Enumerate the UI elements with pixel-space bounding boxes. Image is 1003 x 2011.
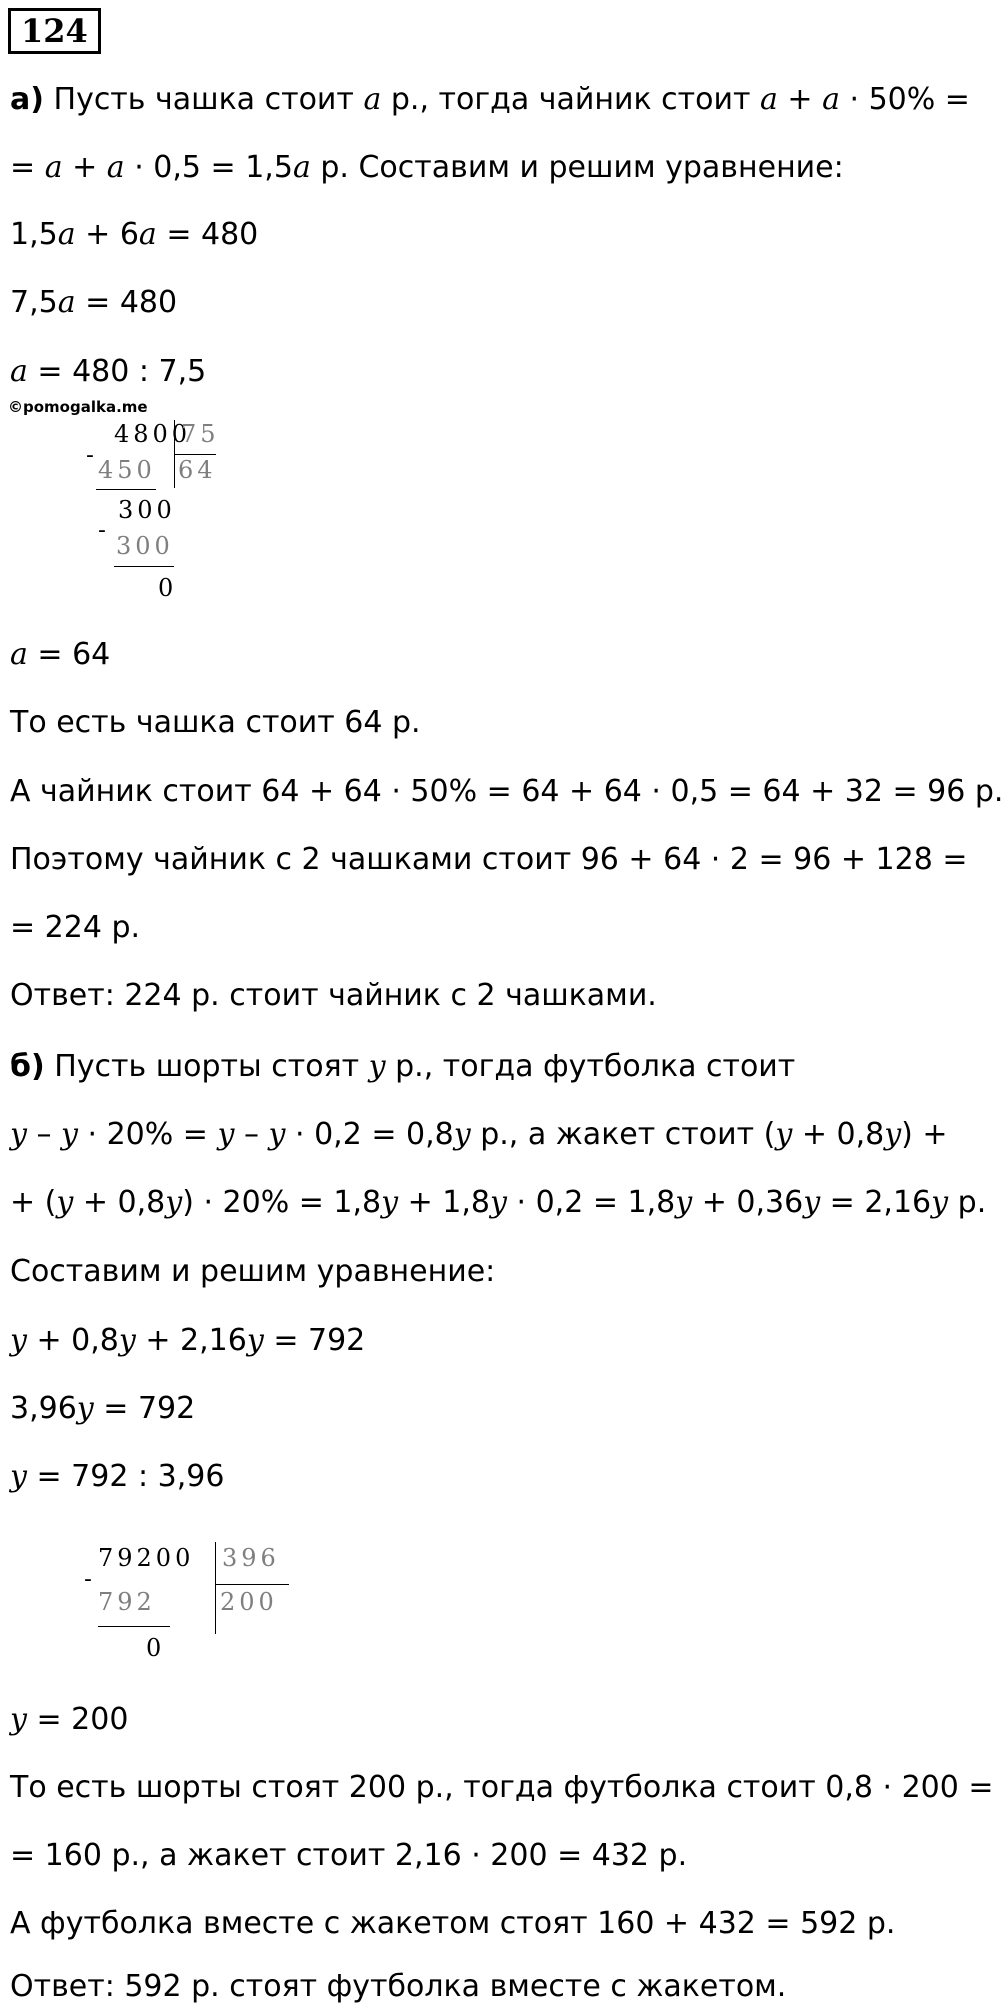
variable: a	[292, 150, 311, 185]
division-bar-horizontal	[215, 1584, 289, 1585]
text: = 2,16	[820, 1185, 932, 1220]
division-bar-horizontal	[174, 454, 216, 455]
text: р., а жакет стоит (	[470, 1117, 776, 1152]
task-number: 124	[8, 8, 101, 54]
text: · 50% =	[839, 82, 970, 117]
variable: y	[268, 1117, 286, 1152]
variable: y	[56, 1185, 74, 1220]
variable: a	[138, 217, 157, 252]
subtraction-line	[114, 566, 174, 567]
text: р. Составим и решим уравнение:	[310, 150, 844, 185]
text: 1,5	[10, 217, 58, 252]
variable: y	[675, 1185, 693, 1220]
part-a-line-2	[10, 148, 844, 188]
variable: a	[363, 82, 382, 117]
variable: y	[453, 1117, 471, 1152]
text: + 1,8	[398, 1185, 491, 1220]
text: = 480	[75, 285, 178, 320]
text: · 20% =	[77, 1117, 218, 1152]
part-b-text-2: = 160 р., а жакет стоит 2,16 · 200 = 432 р.	[10, 1838, 688, 1873]
part-a-answer: Ответ: 224 р. стоит чайник с 2 чашками.	[10, 978, 657, 1013]
quotient: 64	[178, 456, 217, 484]
text: · 0,2 = 1,8	[506, 1185, 676, 1220]
variable: y	[10, 1702, 27, 1737]
division-bar-vertical	[215, 1542, 216, 1634]
variable: y	[217, 1117, 235, 1152]
subtraction-line	[96, 489, 156, 490]
variable: y	[368, 1049, 386, 1084]
part-a-line-1	[10, 80, 970, 120]
part-b-line-1	[10, 1047, 795, 1087]
text: + (	[10, 1185, 57, 1220]
part-a-text-4: = 224 р.	[10, 910, 141, 945]
text: = 480	[156, 217, 259, 252]
text: + 0,8	[792, 1117, 885, 1152]
part-b-marker: б)	[10, 1049, 45, 1084]
divisor: 396	[222, 1544, 280, 1572]
variable: y	[490, 1185, 507, 1220]
variable: a	[57, 285, 76, 320]
part-a-text-2: А чайник стоит 64 + 64 · 50% = 64 + 64 · 0,5 = 64 + 32 = 96 р.	[10, 774, 1003, 809]
variable: a	[822, 82, 840, 117]
text: 3,96	[10, 1391, 77, 1426]
variable: y	[931, 1185, 949, 1220]
minus-sign: -	[86, 443, 94, 468]
part-b-answer: Ответ: 592 р. стоят футболка вместе с жакетом.	[10, 1969, 787, 2004]
text: · 0,2 = 0,8	[285, 1117, 454, 1152]
part-b-equation-3	[10, 1457, 224, 1497]
variable: y	[803, 1185, 821, 1220]
watermark: ©pomogalka.me	[8, 398, 148, 416]
part-b-line-2	[10, 1115, 948, 1155]
text: = 792	[93, 1391, 196, 1426]
variable: y	[381, 1185, 399, 1220]
text: 7,5	[10, 285, 58, 320]
part-b-text-1: То есть шорты стоят 200 р., тогда футболка стоит 0,8 · 200 =	[10, 1770, 994, 1805]
text: Пусть шорты стоят	[44, 1049, 369, 1084]
text: р., тогда чайник стоит	[381, 82, 760, 117]
text: ) · 20% = 1,8	[182, 1185, 382, 1220]
part-b-text-3: А футболка вместе с жакетом стоят 160 + 432 = 592 р.	[10, 1906, 896, 1941]
minus-sign: -	[84, 1567, 92, 1592]
text: ) +	[901, 1117, 948, 1152]
part-a-marker: а)	[10, 82, 44, 117]
variable: a	[57, 217, 76, 252]
text: = 200	[26, 1702, 129, 1737]
part-a-text-3: Поэтому чайник с 2 чашками стоит 96 + 64 · 2 = 96 + 128 =	[10, 842, 968, 877]
divisor: 75	[181, 420, 220, 448]
quotient: 200	[220, 1588, 278, 1616]
text: р., тогда футболка стоит	[385, 1049, 796, 1084]
remainder-1: 0	[146, 1634, 166, 1662]
subtrahend-1: 792	[98, 1588, 156, 1616]
text: = 64	[27, 637, 111, 672]
part-b-equation-2	[10, 1389, 195, 1429]
variable: a	[10, 354, 28, 389]
text: = 792	[263, 1323, 366, 1358]
variable: a	[10, 637, 28, 672]
text: + 6	[75, 217, 139, 252]
text: Пусть чашка стоит	[43, 82, 364, 117]
variable: y	[884, 1117, 902, 1152]
variable: y	[118, 1323, 136, 1358]
part-a-result	[10, 635, 110, 675]
text: + 0,8	[73, 1185, 166, 1220]
subtraction-line	[98, 1626, 170, 1627]
remainder-2: 0	[158, 574, 178, 602]
part-a-equation-3	[10, 352, 206, 392]
text: –	[26, 1117, 62, 1152]
text: + 0,36	[692, 1185, 804, 1220]
variable: y	[61, 1117, 78, 1152]
variable: y	[76, 1391, 94, 1426]
text: = 792 : 3,96	[26, 1459, 225, 1494]
text: =	[10, 150, 45, 185]
variable: y	[10, 1459, 27, 1494]
part-a-text-1: То есть чашка стоит 64 р.	[10, 705, 421, 740]
text: +	[62, 150, 107, 185]
variable: y	[10, 1117, 27, 1152]
part-b-result	[10, 1700, 128, 1740]
variable: a	[44, 150, 63, 185]
text: р.	[948, 1185, 987, 1220]
part-a-equation-2	[10, 283, 177, 323]
dividend: 4800	[114, 420, 192, 448]
variable: a	[759, 82, 778, 117]
dividend: 79200	[98, 1544, 195, 1572]
part-b-equation-1	[10, 1321, 365, 1361]
remainder-1: 300	[118, 496, 176, 524]
subtrahend-1: 450	[98, 456, 156, 484]
text: –	[234, 1117, 269, 1152]
text: · 0,5 = 1,5	[124, 150, 293, 185]
text: +	[777, 82, 823, 117]
subtrahend-2: 300	[116, 532, 174, 560]
variable: y	[775, 1117, 793, 1152]
part-b-line-3	[10, 1183, 986, 1223]
variable: y	[10, 1323, 27, 1358]
minus-sign: -	[98, 518, 106, 543]
variable: y	[246, 1323, 264, 1358]
text: + 0,8	[26, 1323, 119, 1358]
variable: y	[165, 1185, 183, 1220]
part-b-line-4: Составим и решим уравнение:	[10, 1254, 496, 1289]
part-a-equation-1	[10, 215, 258, 255]
variable: a	[106, 150, 125, 185]
text: + 2,16	[135, 1323, 247, 1358]
text: = 480 : 7,5	[27, 354, 207, 389]
